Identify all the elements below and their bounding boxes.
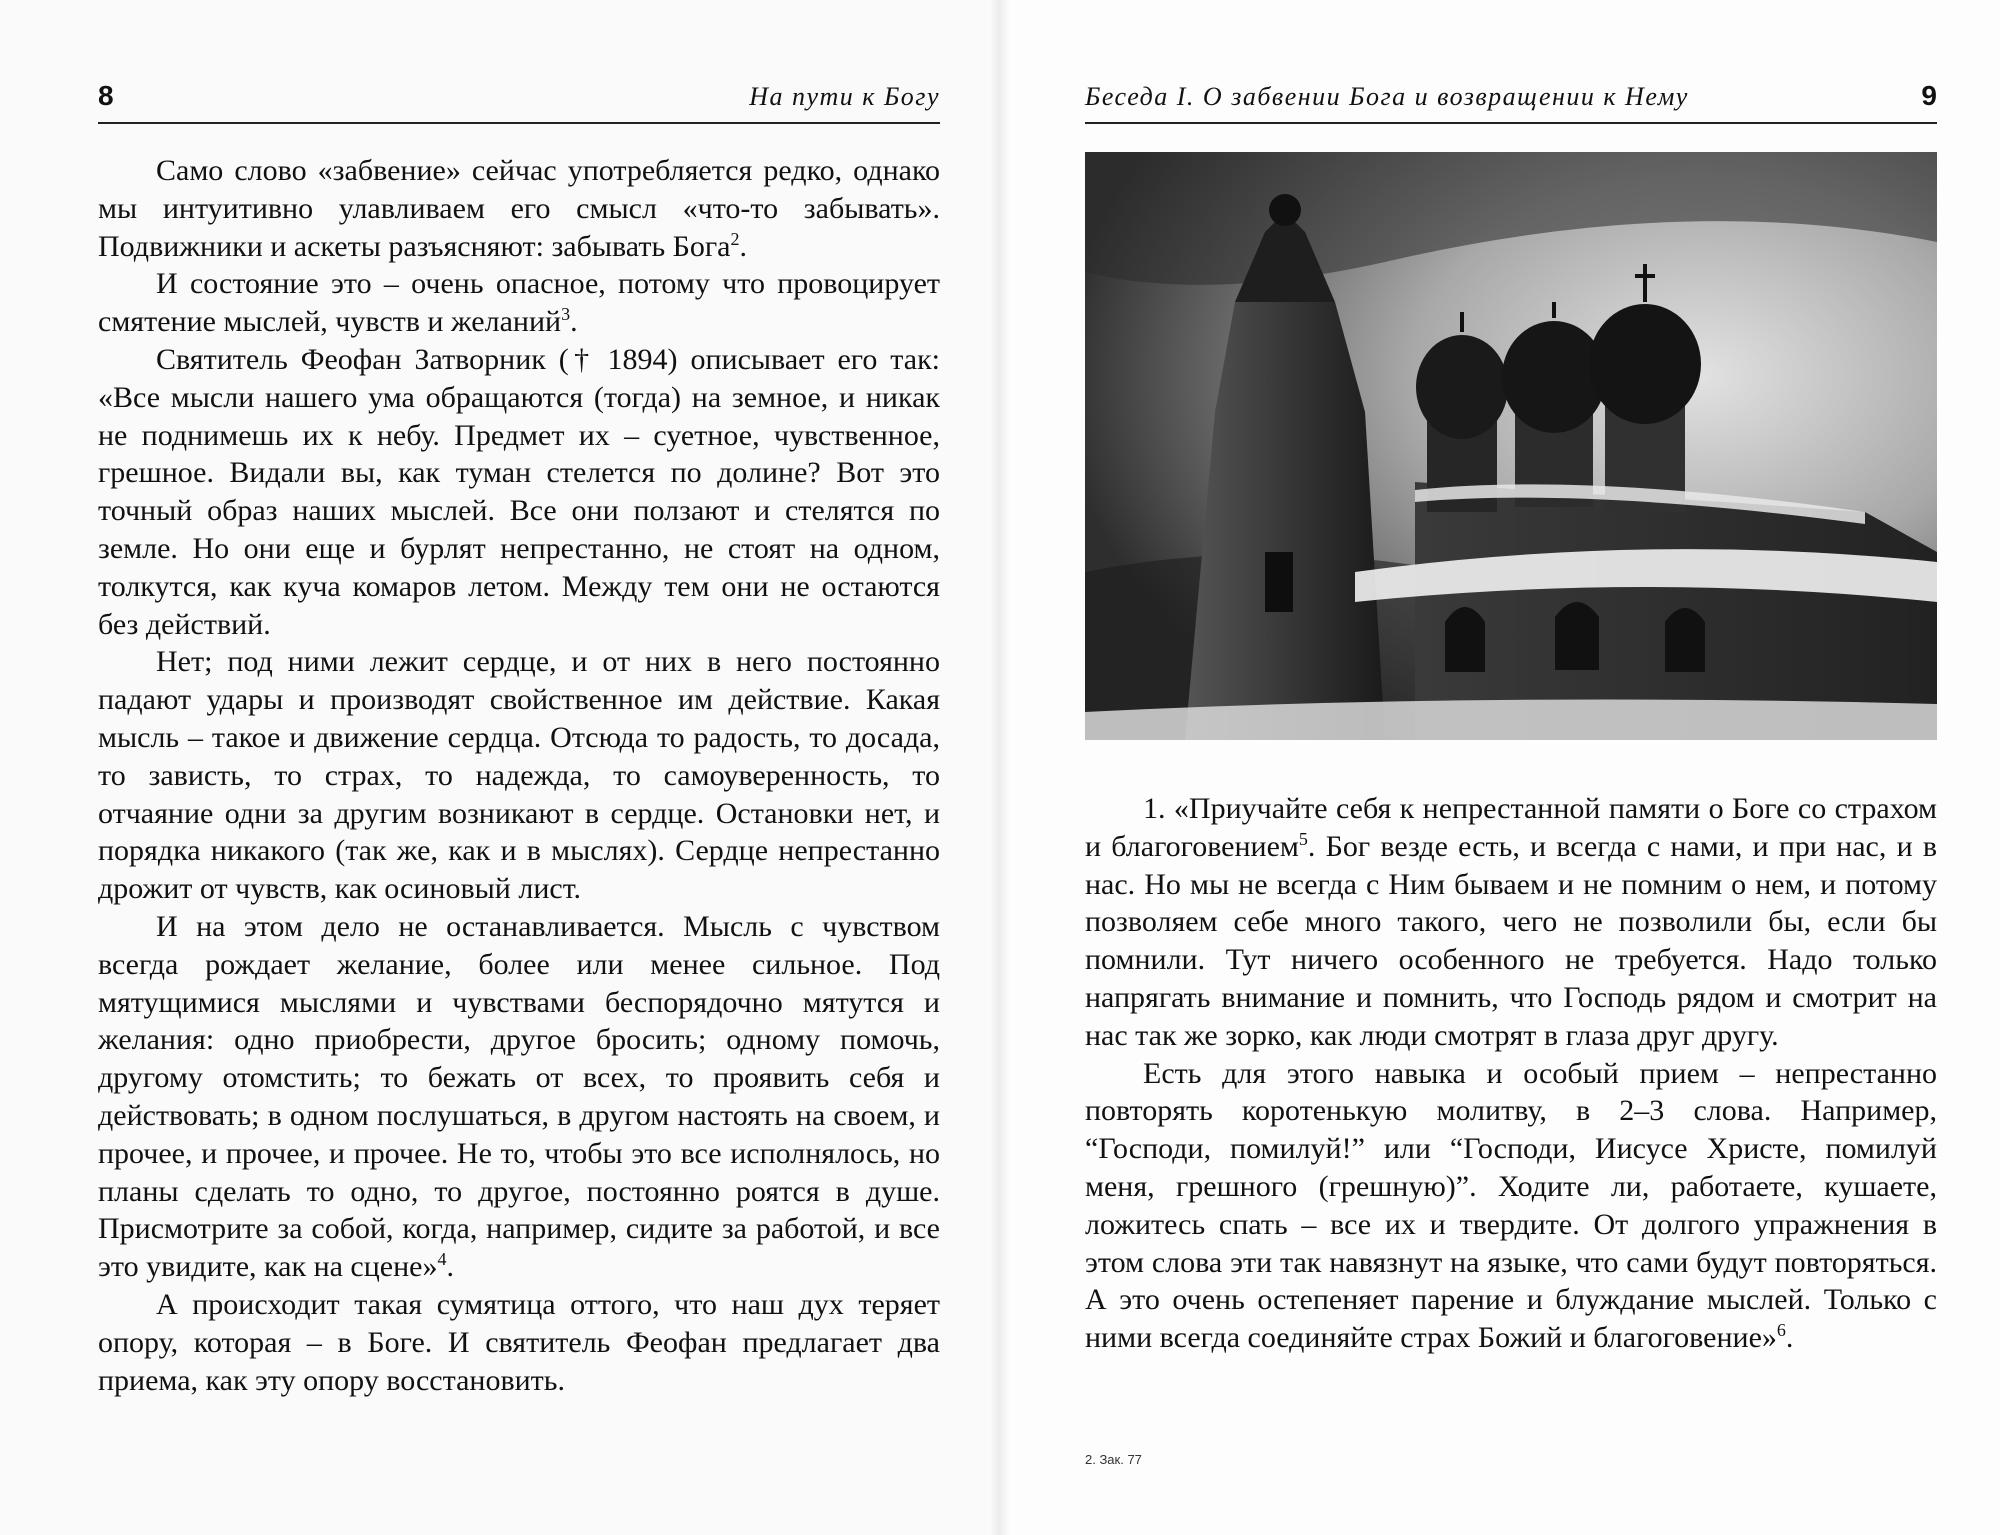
paragraph: И на этом дело не останавливается. Мысль с чувством всегда рождает желание, более или менее сильное. Под мятущимися мыслями и чувствами беспорядочно мятутся и желания: одно приобрести, другое бросить; одному помочь, другому отомстить; то бежать от всех, то проявить себя и действовать; в одном послушаться, в другом настоять на своем, и прочее, и прочее, и прочее. Не то, чтобы это все исполнялось, но планы сделать то одно, то другое, постоянно роятся в душе. Присмотрите за собой, когда, например, сидите за работой, и все это увидите, как на сцене»$^4$. (98, 909, 940, 1284)
paragraph: Само слово «забвение» сейчас употребляется редко, однако мы интуитивно улавливаем его смысл «что-то забывать». Подвижники и аскеты разъясняют: забывать Бога$^2$. (98, 154, 940, 263)
paragraph: Есть для этого навыка и особый прием – непрестанно повторять коротенькую молитву, в 2–3 слова. Например, “Господи, помилуй!” или “Господи, Иисусе Христе, помилуй меня, грешного (грешную)”. Ходите ли, работаете, кушаете, ложитесь спать – все их и твердите. От долгого упражнения в этом слова эти так навязнут на языке, что сами будут повторяться. А это очень остепеняет парение и блуждание мыслей. Только с ними всегда соединяйте страх Божий и благоговение»$^6$. (1085, 1056, 1937, 1355)
paragraph: Нет; под ними лежит сердце, и от них в него постоянно падают удары и производят свойственное им действие. Какая мысль – такое и движение сердца. Отсюда то радость, то досада, то зависть, то страх, то надежда, то самоуверенность, то отчаяние одни за другим возникают в сердце. Остановки нет, и порядка никакого (так же, как и в мыслях). Сердце непрестанно дрожит от чувств, как осиновый лист. (98, 645, 940, 906)
footnote-ref: 5 (1298, 828, 1308, 849)
book-gutter (990, 0, 1010, 1535)
page-number: 8 (98, 80, 114, 111)
church-illustration (1085, 152, 1937, 740)
paragraph: 1. «Приучайте себя к непрестанной памяти о Боге со страхом и благоговением$^5$. Бог везде есть, и всегда с нами, и при нас, и в нас. Но мы не всегда с Ним бываем и не помним о нем, и потому позволяем себе много такого, чего не позволили бы, если бы помнили. Тут ничего особенного не требуется. Надо только напрягать внимание и помнить, что Господь рядом и смотрит на нас так же зорко, как люди смотрят в глаза друг другу. (1085, 792, 1938, 1052)
right-running-head (1085, 78, 1937, 124)
footnote-ref: 2 (730, 228, 740, 249)
running-title: На пути к Богу (749, 82, 940, 111)
print-signature-mark: 2. Зак. 77 (1085, 1452, 1142, 1467)
page-number: 9 (1921, 80, 1937, 111)
footnote-ref: 3 (561, 304, 571, 325)
paragraph: Святитель Феофан Затворник († 1894) описывает его так: «Все мысли нашего ума обращаются (тогда) на земное, и никак не поднимешь их к небу. Предмет их – суетное, чувственное, грешное. Видали вы, как туман стелется по долине? Вот это точный образ наших мыслей. Все они ползают и стелятся по земле. Но они еще и бурлят непрестанно, не стоят на одном, толкутся, как куча комаров летом. Между тем они не остаются без действий. (98, 342, 940, 641)
footnote-ref: 6 (1776, 1320, 1786, 1341)
running-title: Беседа I. О забвении Бога и возвращении к Нему (1085, 82, 1689, 111)
paragraph: И состояние это – очень опасное, потому что провоцирует смятение мыслей, чувств и желаний$^3$. (98, 267, 940, 339)
church-photo (1085, 152, 1937, 740)
left-running-head (98, 78, 940, 124)
right-body-text (1085, 790, 1937, 1357)
left-body-text (98, 152, 940, 1399)
footnote-ref: 4 (437, 1249, 447, 1270)
paragraph: А происходит такая сумятица оттого, что наш дух теряет опору, которая – в Боге. И святитель Феофан предлагает два приема, как эту опору восстановить. (98, 1287, 940, 1397)
